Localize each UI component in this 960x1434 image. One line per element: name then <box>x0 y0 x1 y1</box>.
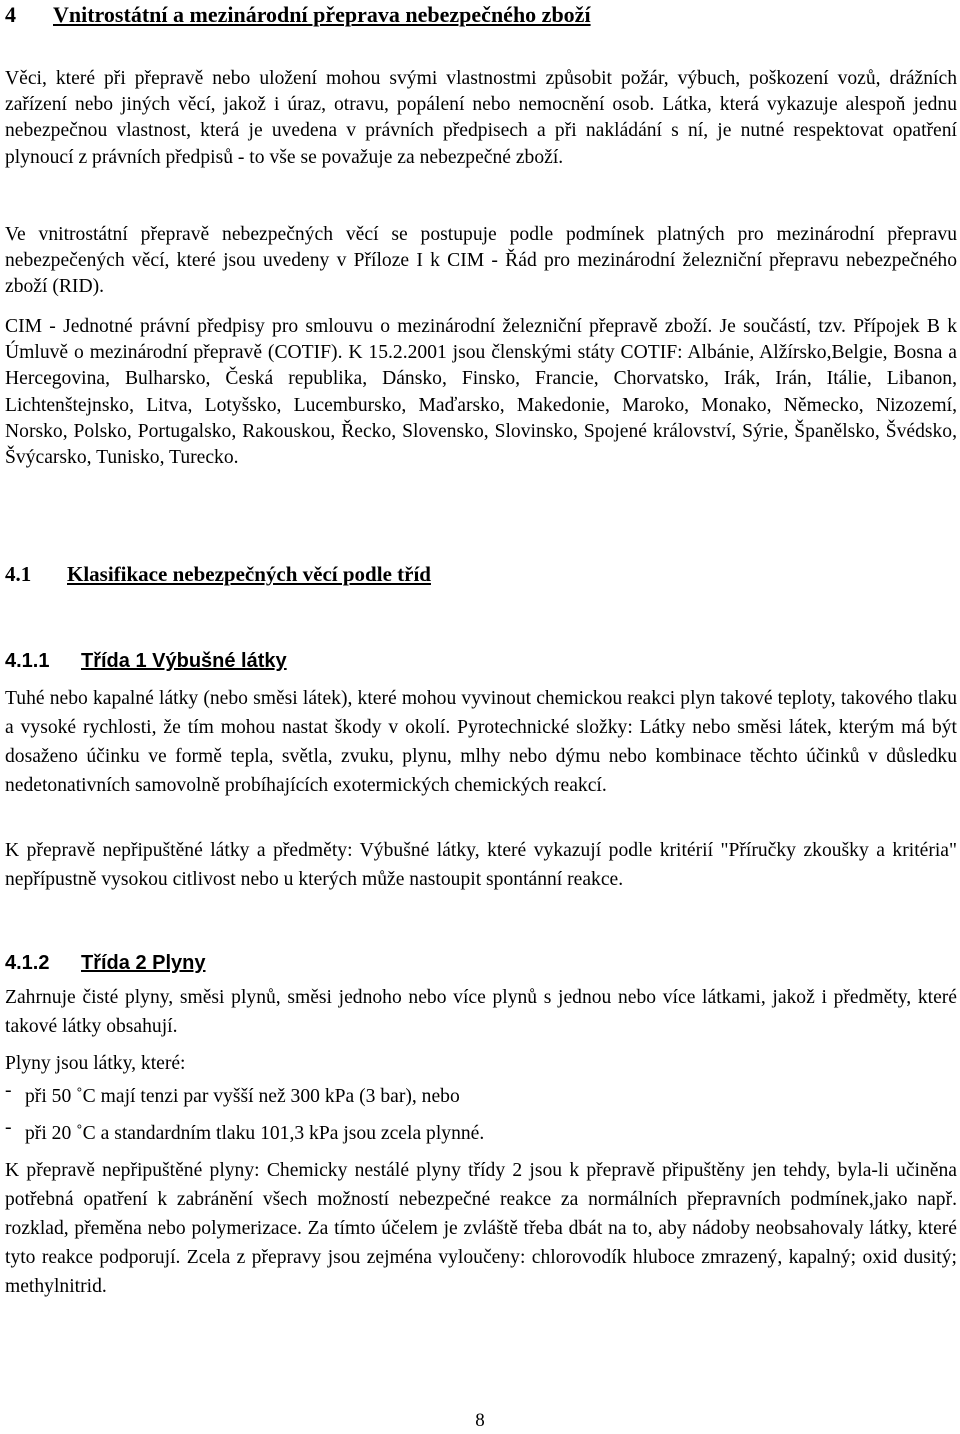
class-2-list-item-1 <box>5 1080 460 1108</box>
page-number: 8 <box>475 1410 485 1431</box>
section-4-1-heading <box>5 562 431 587</box>
class-2-paragraph-1: Zahrnuje čisté plyny, směsi plynů, směsi jednoho nebo více plynů s jednou nebo více látkami, jakož i předměty, které takové látky obsahují. <box>5 987 957 1037</box>
section-4-1-2-number: 4.1.2 <box>5 952 50 974</box>
list-item-text: při 20 ˚C a standardním tlaku 101,3 kPa jsou zcela plynné. <box>25 1123 485 1144</box>
chapter-number: 4 <box>5 2 16 27</box>
section-4-1-1-number: 4.1.1 <box>5 650 50 672</box>
class-2-list-item-2 <box>5 1117 485 1145</box>
class-1-paragraph-2: K přepravě nepřipuštěné látky a předměty: Výbušné látky, které vykazují podle kritérií "Příručky zkoušky a kritéria" nepřípustně vysokou citlivost nebo u kterých může nastoupit spontánní reakce. <box>5 840 957 890</box>
intro-paragraph-1: Věci, které při přepravě nebo uložení mohou svými vlastnostmi způsobit požár, výbuch, poškození vozů, drážních zařízení nebo jiných věcí, jakož i úraz, otravu, popálení nebo nemocnění osob. Látka, která vykazuje alespoň jednu nebezpečnou vlastnost, která je uvedena v právních předpisech a při nakládání s ní, je nutné respektovat opatření plynoucí z právních předpisů - to vše se považuje za nebezpečné zboží. <box>5 68 957 168</box>
list-marker: - <box>5 1117 12 1138</box>
chapter-title: Vnitrostátní a mezinárodní přeprava nebezpečného zboží <box>53 2 591 27</box>
chapter-heading <box>5 2 591 28</box>
section-4-1-number: 4.1 <box>5 562 32 586</box>
list-item-text: při 50 ˚C mají tenzi par vyšší než 300 kPa (3 bar), nebo <box>25 1086 460 1107</box>
section-4-1-2-title: Třída 2 Plyny <box>81 952 206 974</box>
class-2-paragraph-2: K přepravě nepřipuštěné plyny: Chemicky nestálé plyny třídy 2 jsou k přepravě připuštěny jen tehdy, byla-li učiněna potřebná opatření k zabránění všech možností nebezpečné reakce za normálních přepravních podmínek,jako např. rozklad, přeměna nebo polymerizace. Za tímto účelem je zvláště třeba dbát na to, aby nádoby neobsahovaly látky, které tyto reakce podporují. Zcela z přepravy jsou zejména vyloučeny: chlorovodík hluboce zmrazený, kapalný; oxid dusitý; methylnitrid. <box>5 1160 957 1297</box>
intro-paragraph-2: Ve vnitrostátní přepravě nebezpečných věcí se postupuje podle podmínek platných pro mezinárodní přepravu nebezpečených věcí, které jsou uvedeny v Příloze I k CIM - Řád pro mezinárodní železniční přepravu nebezpečného zboží (RID). <box>5 224 957 298</box>
class-1-paragraph-1: Tuhé nebo kapalné látky (nebo směsi látek), které mohou vyvinout chemickou reakci plyn takové teploty, takového tlaku a vysoké rychlosti, že tím mohou nastat škody v okolí. Pyrotechnické složky: Látky nebo směsi látek, kterým má být dosaženo účinku ve formě tepla, světla, zvuku, plynu, mlhy nebo dýmu nebo kombinace těchto účinků v důsledku nedetonativních samovolně probíhajících exotermických chemických reakcí. <box>5 688 957 796</box>
intro-paragraph-3: CIM - Jednotné právní předpisy pro smlouvu o mezinárodní železniční přepravě zboží. Je součástí, tzv. Přípojek B k Úmluvě o mezinárodní přepravě (COTIF). K 15.2.2001 jsou členskými státy COTIF: Albánie, Alžírsko,Belgie, Bosna a Hercegovina, Bulharsko, Česká republika, Dánsko, Finsko, Francie, Chorvatsko, Irák, Irán, Itálie, Libanon, Lichtenštejnsko, Litva, Lotyšsko, Lucembursko, Maďarsko, Makedonie, Maroko, Monako, Německo, Nizozemí, Norsko, Polsko, Portugalsko, Rakouskou, Řecko, Slovensko, Slovinsko, Spojené království, Sýrie, Španělsko, Švédsko, Švýcarsko, Tunisko, Turecko. <box>5 316 957 469</box>
list-marker: - <box>5 1080 12 1101</box>
class-2-list-intro: Plyny jsou látky, které: <box>5 1053 186 1074</box>
section-4-1-2-heading <box>5 952 206 975</box>
section-4-1-title: Klasifikace nebezpečných věcí podle tříd <box>67 562 431 586</box>
section-4-1-1-title: Třída 1 Výbušné látky <box>81 650 287 672</box>
section-4-1-1-heading <box>5 650 287 673</box>
